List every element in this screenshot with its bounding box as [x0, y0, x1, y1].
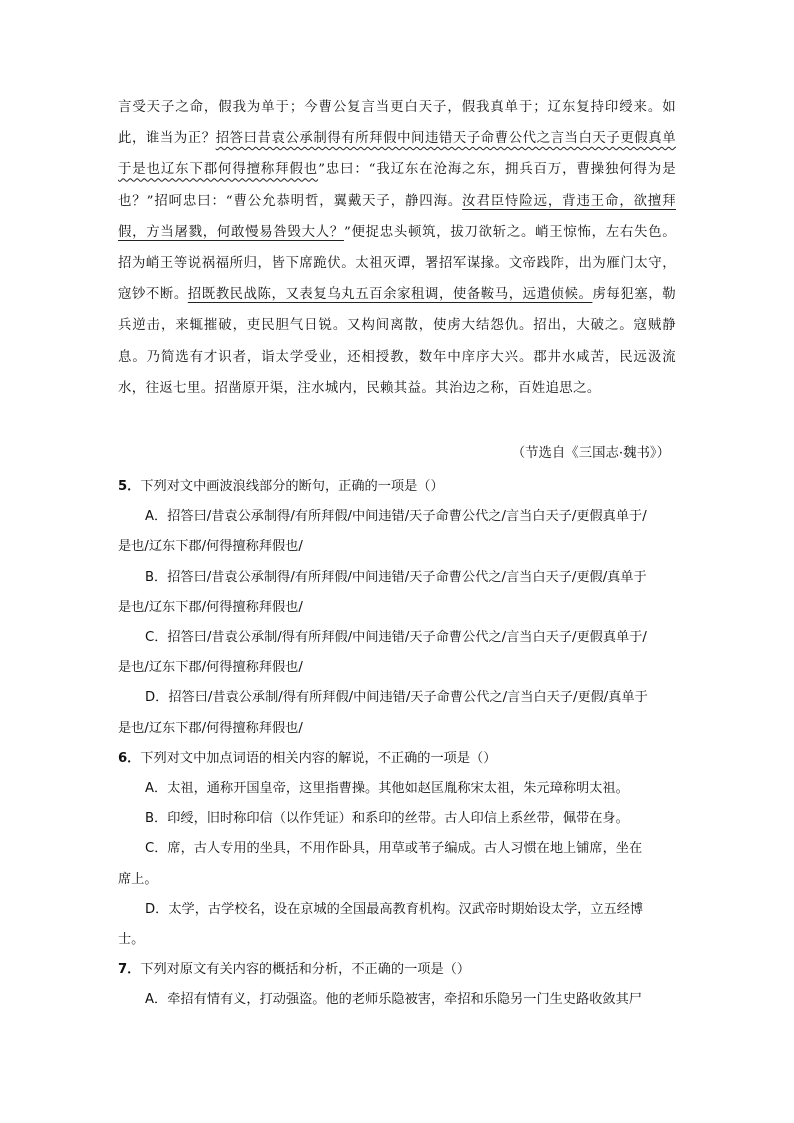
option-d: D．招答曰/昔袁公承制/得有所拜假/中间违错/天子命曹公代之/言当白天子/更假/真单于 — [145, 690, 648, 706]
question-stem — [118, 744, 678, 774]
option-c-continued: 席上。 — [118, 871, 158, 887]
question-stem — [118, 955, 678, 985]
question-text: 下列对文中加点词语的相关内容的解说，不正确的一项是（） — [140, 750, 497, 766]
underlined-sentence: 招既教民战陈，又表复乌丸五百余家租调，使备鞍马，远遣侦候。 — [187, 287, 593, 303]
passage-text: 虏每犯塞，勒兵逆击，来辄摧破，吏民胆气日锐。又构间离散，使虏大结怨仇。招出，大破之。寇贼静息。乃简选有才识者，诣太学受业，还相授教，数年中庠序大兴。郡井水咸苦，民远汲流水，往返七里。招凿原开渠，注水城内，民赖其益。其治边之称，百姓追思之。 — [118, 287, 676, 396]
question-stem — [118, 472, 678, 502]
option-d: D．太学，古学校名，设在京城的全国最高教育机构。汉武帝时期始设太学，立五经博 — [145, 901, 644, 917]
option-c: C．席，古人专用的坐具，不用作卧具，用草或苇子编成。古人习惯在地上铺席，坐在 — [145, 841, 643, 857]
question-number: 5． — [118, 479, 141, 494]
question-number: 6． — [118, 750, 141, 766]
option-b: B．招答曰/昔袁公承制得/有所拜假/中间违错/天子命曹公代之/言当白天子/更假/真单于 — [145, 569, 647, 585]
passage-text: ”便捉忠头顿筑，拔刀欲斩之。峭王惊怖，左右失色。招为峭王等说祸福所归，皆下席跪伏。太祖灭谭，署招军谋掾。文帝践阼，出为雁门太守，寇钞不断。 — [118, 224, 676, 303]
question-list — [118, 472, 678, 1016]
option-c: C．招答曰/昔袁公承制/得有所拜假/中间违错/天子命曹公代之/言当白天子/更假真单于/ — [145, 630, 647, 646]
option-d-continued: 是也/辽东下郡/何得擅称拜假也/ — [118, 720, 303, 736]
question-5 — [118, 472, 678, 744]
option-b: B．印绶，旧时称印信（以作凭证）和系印的丝带。古人印信上系丝带，佩带在身。 — [145, 811, 629, 827]
question-text: 下列对文中画波浪线部分的断句，正确的一项是（） — [140, 479, 444, 494]
option-b-continued: 是也/辽东下郡/何得擅称拜假也/ — [118, 599, 303, 615]
question-number: 7． — [118, 962, 141, 978]
source-citation: （节选自《三国志·魏书》） — [511, 446, 670, 461]
underlined-sentence: 汝君臣恃险远，背违王命，欲擅拜假，方当屠戮，何敢慢易咎毁大人？ — [118, 193, 676, 240]
passage-text: 言受天子之命，假我为单于；今曹公复言当更白天子，假我真单于；辽东复持印绶来。如此，谁当为正？ — [118, 100, 676, 147]
question-6 — [118, 744, 678, 955]
classical-chinese-passage — [118, 92, 676, 404]
passage-text: ”忠曰：“我辽东在沧海之东，拥兵百万，曹操独何得为是也？”招呵忠曰：“曹公允恭明哲，翼戴天子，静四海。 — [118, 162, 676, 209]
option-a: A．招答曰/昔袁公承制得/有所拜假/中间违错/天子命曹公代之/言当白天子/更假真单于/ — [145, 509, 647, 525]
option-a: A．牵招有情有义，打动强盗。他的老师乐隐被害，牵招和乐隐另一门生史路收敛其尸 — [145, 992, 642, 1008]
option-a-continued: 是也/辽东下郡/何得擅称拜假也/ — [118, 539, 303, 555]
option-a: A．太祖，通称开国皇帝，这里指曹操。其他如赵匡胤称宋太祖，朱元璋称明太祖。 — [145, 781, 629, 797]
wavy-underlined-sentence: 招答曰昔袁公承制得有所拜假中间违错天子命曹公代之言当白天子更假真单于是也辽东下郡何得擅称拜假也 — [118, 131, 676, 178]
option-d-continued: 士。 — [118, 932, 145, 948]
option-c-continued: 是也/辽东下郡/何得擅称拜假也/ — [118, 660, 303, 676]
question-7 — [118, 955, 678, 1015]
question-text: 下列对原文有关内容的概括和分析，不正确的一项是（） — [140, 962, 471, 978]
